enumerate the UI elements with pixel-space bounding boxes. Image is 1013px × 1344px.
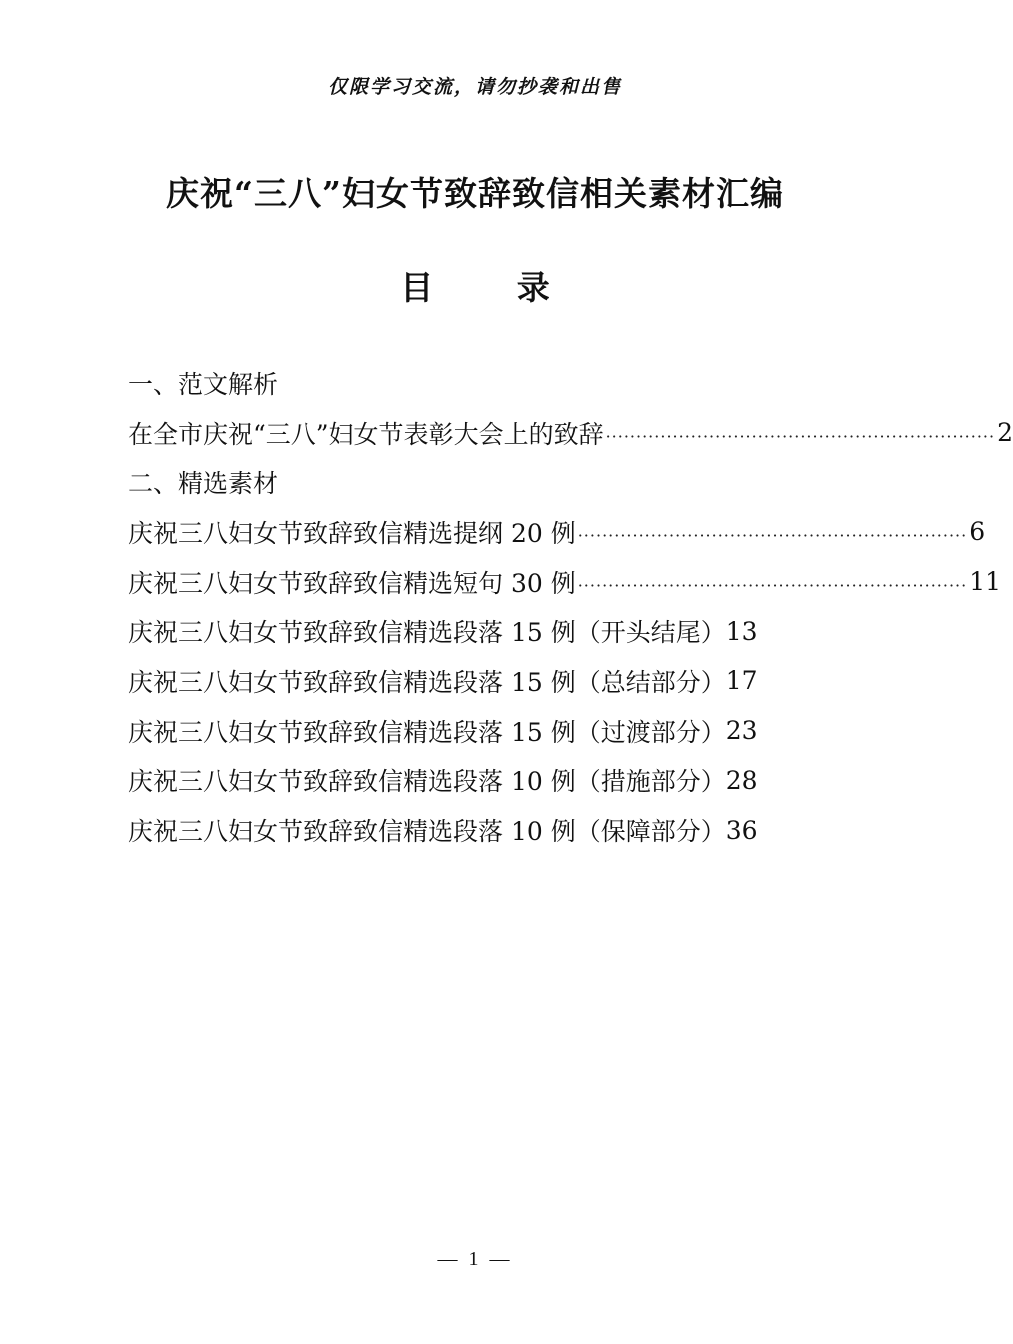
toc-entry-title: 庆祝三八妇女节致辞致信精选段落 15 例（开头结尾）	[128, 618, 726, 648]
toc-entry-title: 庆祝三八妇女节致辞致信精选段落 15 例（总结部分）	[128, 667, 726, 697]
toc-section-2: 二、精选素材	[128, 469, 279, 499]
toc-entry-page: 11	[969, 567, 1002, 597]
toc-entry[interactable]	[128, 507, 986, 557]
toc-entry-page: 28	[725, 765, 758, 795]
toc-heading: 目 录	[400, 268, 586, 307]
toc-entry[interactable]	[128, 805, 844, 855]
toc-entry[interactable]	[128, 408, 1013, 458]
dot-leader: ································································	[577, 576, 968, 596]
dot-leader: ································································	[605, 427, 996, 447]
toc-entry-page: 2	[997, 418, 1013, 448]
toc-entry-title: 庆祝三八妇女节致辞致信精选短句 30 例	[128, 568, 576, 598]
table-of-contents	[128, 358, 1013, 855]
toc-entry-page: 36	[725, 815, 758, 845]
toc-entry[interactable]	[128, 557, 1002, 607]
toc-entry-title: 庆祝三八妇女节致辞致信精选提纲 20 例	[128, 518, 576, 548]
toc-entry-page: 6	[969, 517, 986, 547]
toc-entry-page: 13	[725, 616, 758, 646]
toc-entry-title: 在全市庆祝“三八”妇女节表彰大会上的致辞	[128, 419, 604, 449]
toc-entry-title: 庆祝三八妇女节致辞致信精选段落 10 例（措施部分）	[128, 767, 726, 797]
dot-leader: ································································	[577, 526, 968, 546]
toc-entry[interactable]	[128, 606, 844, 656]
toc-entry-page: 23	[725, 716, 758, 746]
toc-section-1: 一、范文解析	[128, 369, 279, 399]
toc-entry[interactable]	[128, 756, 844, 806]
document-title: 庆祝“三八”妇女节致辞致信相关素材汇编	[166, 174, 784, 213]
toc-entry[interactable]	[128, 706, 844, 756]
header-notice: 仅限学习交流，请勿抄袭和出售	[327, 76, 622, 98]
toc-entry-title: 庆祝三八妇女节致辞致信精选段落 15 例（过渡部分）	[128, 717, 726, 747]
toc-entry-page: 17	[725, 666, 758, 696]
page-number: — 1 —	[437, 1248, 513, 1270]
toc-entry[interactable]	[128, 656, 844, 706]
toc-entry-title: 庆祝三八妇女节致辞致信精选段落 10 例（保障部分）	[128, 817, 726, 847]
